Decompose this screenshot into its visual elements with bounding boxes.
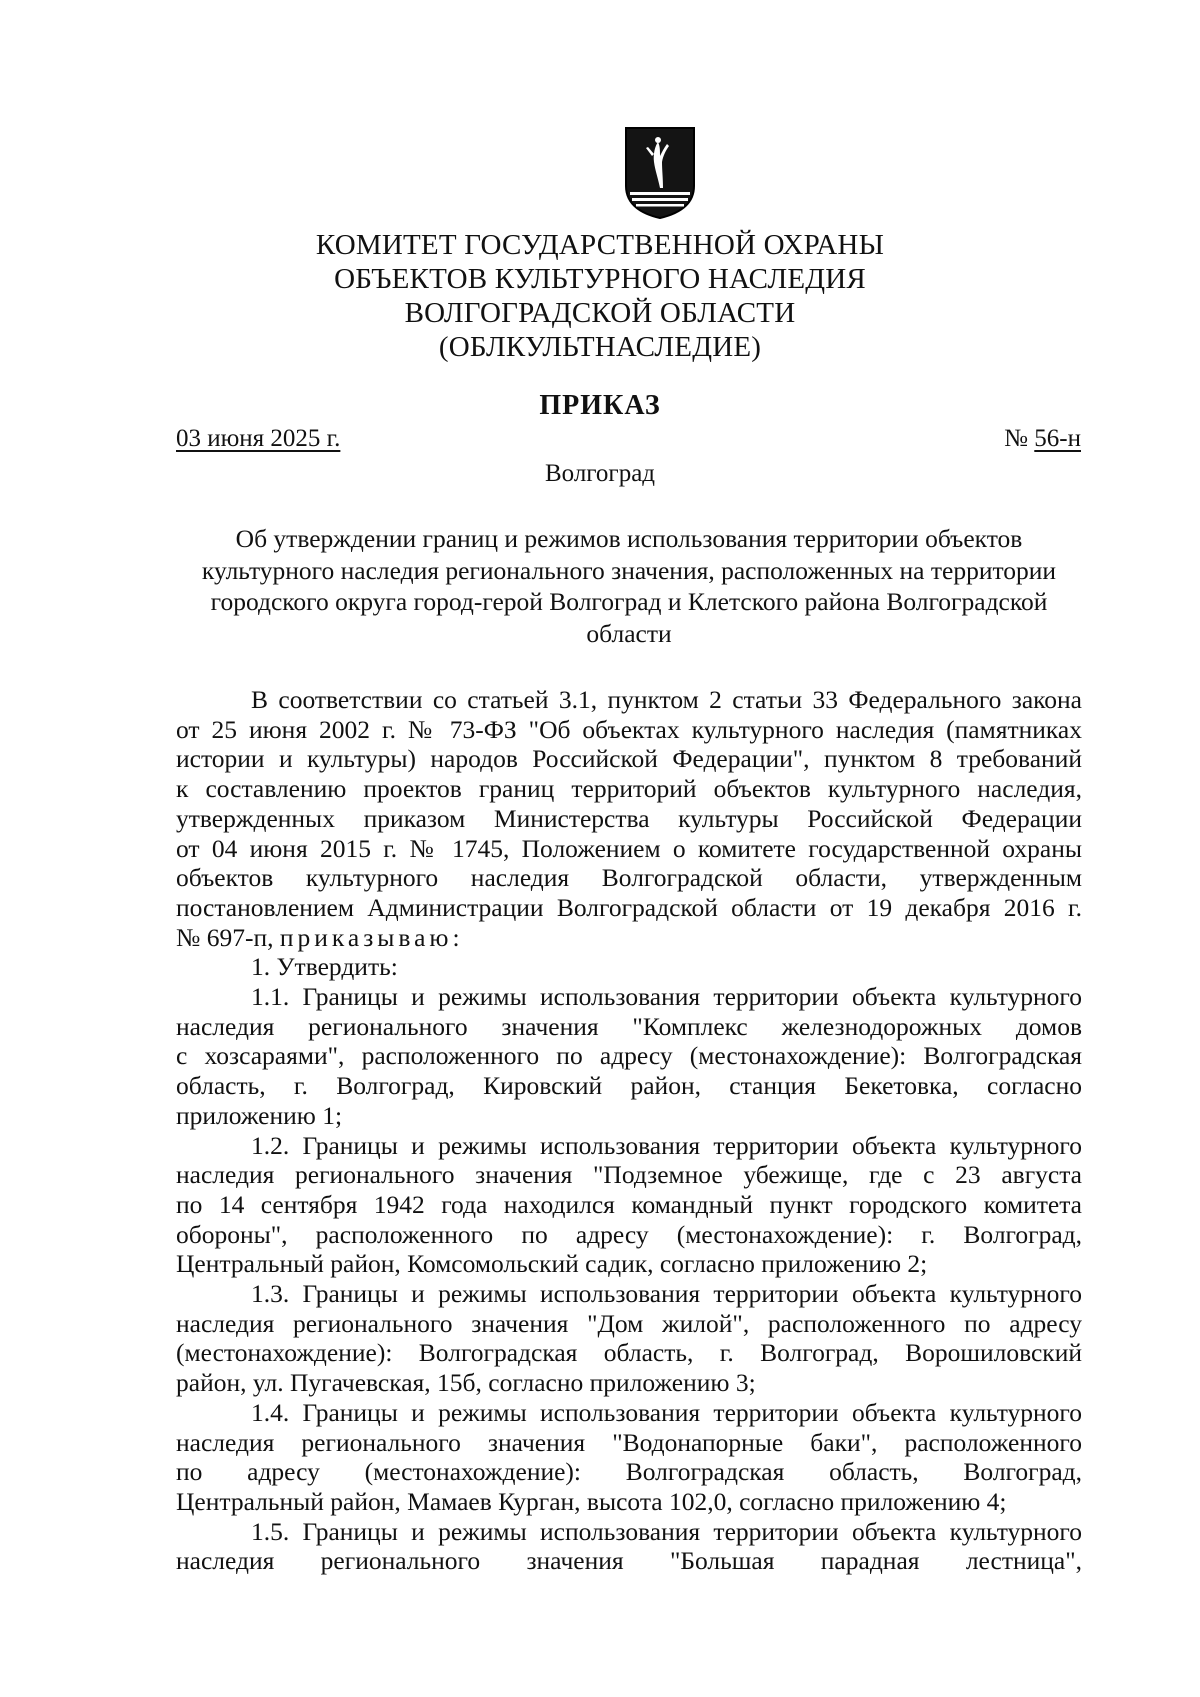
item-1-1-line: 1.1. Границы и режимы использования территории объекта культурного (251, 982, 1082, 1012)
preamble-last-prefix: № 697-п, (176, 922, 280, 952)
item-1-1-line: приложению 1; (176, 1100, 343, 1130)
org-name-line-2: ОБЪЕКТОВ КУЛЬТУРНОГО НАСЛЕДИЯ (334, 263, 866, 295)
subject-line: городского округа город-герой Волгоград и Клетского района Волгоградской (210, 587, 1048, 616)
preamble-line: В соответствии со статьей 3.1, пунктом 2 статьи 33 Федерального закона (251, 685, 1082, 714)
volgograd-coat-of-arms-icon (622, 126, 698, 220)
preamble-line: постановлением Администрации Волгоградской области от 19 декабря 2016 г. (176, 892, 1082, 922)
preamble-last-line (176, 923, 1082, 953)
subject-line: области (586, 618, 672, 648)
item-1-3-line: (местонахождение): Волгоградская область, г. Волгоград, Ворошиловский (176, 1338, 1082, 1368)
item-1-2-line: обороны", расположенного по адресу (местонахождение): г. Волгоград, (176, 1219, 1082, 1249)
doc-body (176, 685, 1082, 1576)
doc-city: Волгоград (544, 460, 656, 487)
item-1-5-line: 1.5. Границы и режимы использования территории объекта культурного (251, 1516, 1082, 1546)
item-1-3-line: 1.3. Границы и режимы использования территории объекта культурного (251, 1279, 1082, 1309)
approve-line: 1. Утвердить: (251, 952, 398, 982)
org-name-line-3: ВОЛГОГРАДСКОЙ ОБЛАСТИ (404, 297, 796, 329)
doc-subject (175, 523, 1083, 649)
subject-line: культурного наследия регионального значения, расположенных на территории (201, 555, 1057, 585)
item-1-3-line: наследия регионального значения "Дом жилой", расположенного по адресу (176, 1308, 1082, 1338)
item-1-2-line: по 14 сентября 1942 года находился командный пункт городского комитета (176, 1189, 1082, 1219)
item-1-4-line: наследия регионального значения "Водонапорные баки", расположенного (176, 1427, 1082, 1457)
item-1-2-line: наследия регионального значения "Подземное убежище, где с 23 августа (176, 1160, 1082, 1190)
subject-line: Об утверждении границ и режимов использования территории объектов (235, 524, 1023, 553)
item-1-1-line: наследия регионального значения "Комплекс железнодорожных домов (176, 1011, 1082, 1041)
item-1-5-line: наследия регионального значения "Большая парадная лестница", (176, 1546, 1082, 1576)
item-1-1-line: с хозсараями", расположенного по адресу (местонахождение): Волгоградская (176, 1041, 1082, 1071)
item-1-4-line: по адресу (местонахождение): Волгоградская область, Волгоград, (176, 1457, 1082, 1487)
preamble-line: от 04 июня 2015 г. № 1745, Положением о комитете государственной охраны (176, 833, 1082, 863)
item-1-2-line: Центральный район, Комсомольский садик, согласно приложению 2; (176, 1249, 928, 1279)
org-name-line-4: (ОБЛКУЛЬТНАСЛЕДИЕ) (438, 331, 762, 363)
item-1-4-line: 1.4. Границы и режимы использования территории объекта культурного (251, 1397, 1082, 1427)
preamble-line: объектов культурного наследия Волгоградской области, утвержденным (176, 863, 1082, 893)
item-1-1-line: область, г. Волгоград, Кировский район, станция Бекетовка, согласно (176, 1071, 1082, 1101)
doc-number-prefix: № (1004, 425, 1035, 452)
doc-type-title: ПРИКАЗ (539, 390, 661, 421)
doc-number-value: 56-н (1034, 425, 1081, 452)
preamble-line: истории и культуры) народов Российской Федерации", пунктом 8 требований (176, 744, 1082, 774)
item-1-3-line: район, ул. Пугачевская, 15б, согласно приложению 3; (176, 1368, 756, 1398)
item-1-2-line: 1.2. Границы и режимы использования территории объекта культурного (251, 1130, 1082, 1160)
doc-number (1004, 425, 1081, 453)
order-verb: приказываю: (279, 922, 464, 952)
preamble-line: утвержденных приказом Министерства культуры Российской Федерации (176, 803, 1082, 833)
item-1-4-line: Центральный район, Мамаев Курган, высота 102,0, согласно приложению 4; (176, 1486, 1007, 1516)
preamble-line: к составлению проектов границ территорий объектов культурного наследия, (176, 774, 1082, 804)
doc-date: 03 июня 2025 г. (176, 425, 341, 452)
preamble-line: от 25 июня 2002 г. № 73-ФЗ "Об объектах культурного наследия (памятниках (176, 714, 1082, 744)
org-name-line-1: КОМИТЕТ ГОСУДАРСТВЕННОЙ ОХРАНЫ (315, 229, 885, 261)
